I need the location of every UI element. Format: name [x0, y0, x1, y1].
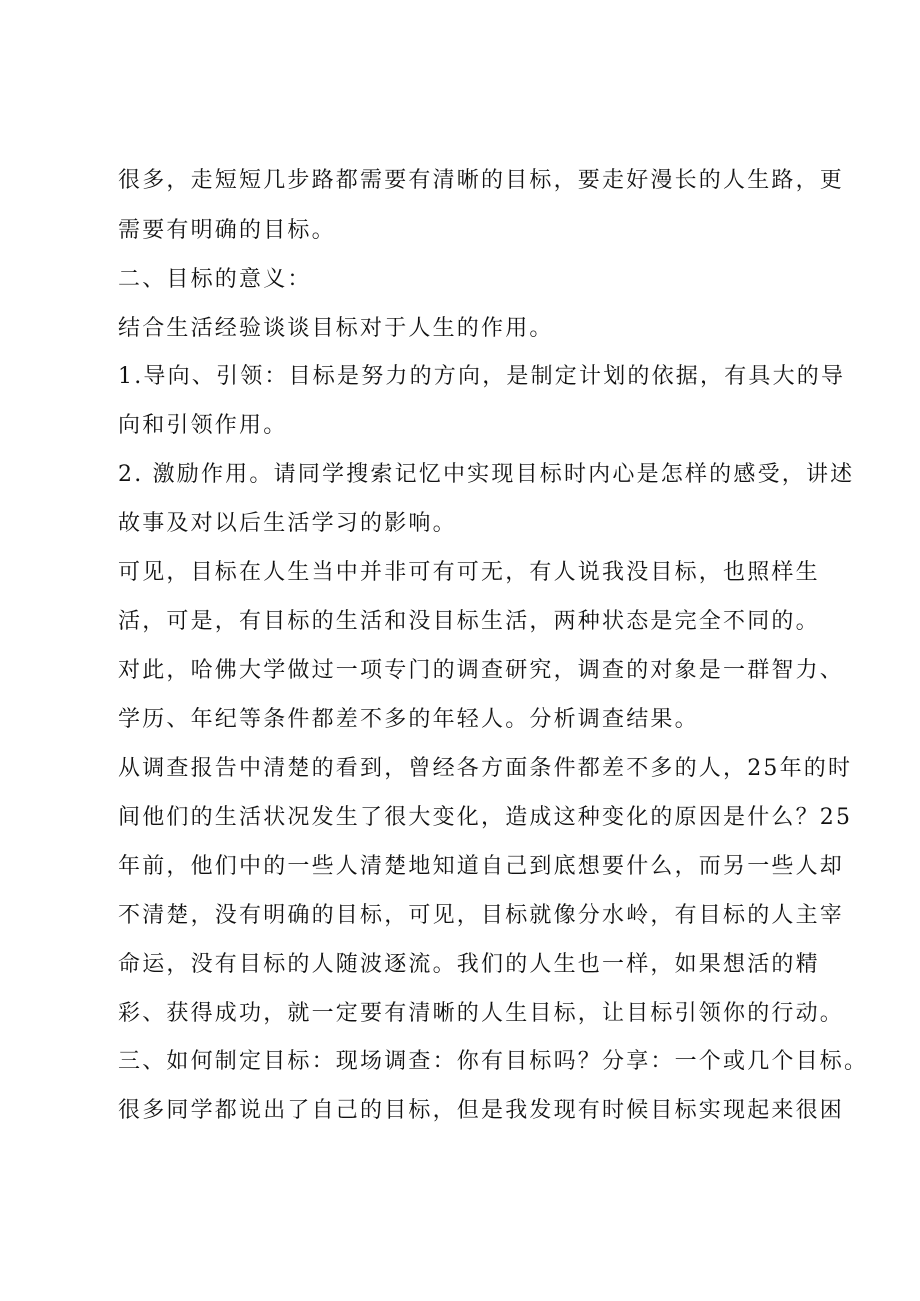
text-line-13: 从调查报告中清楚的看到，曾经各方面条件都差不多的人，25年的时 [118, 756, 853, 781]
text-line-1: 很多，走短短几步路都需要有清晰的目标，要走好漫长的人生路，更 [118, 168, 845, 193]
text-line-16: 不清楚，没有明确的目标，可见，目标就像分水岭，有目标的人主宰 [118, 903, 845, 928]
section-heading-2: 二、目标的意义： [118, 267, 312, 292]
text-line-8: 故事及对以后生活学习的影响。 [118, 511, 457, 536]
text-line-15: 年前，他们中的一些人清楚地知道自己到底想要什么，而另一些人却 [118, 854, 845, 879]
text-line-18: 彩、获得成功，就一定要有清晰的人生目标，让目标引领你的行动。 [118, 1001, 845, 1026]
text-line-10: 活，可是，有目标的生活和没目标生活，两种状态是完全不同的。 [118, 609, 820, 634]
text-line-4: 结合生活经验谈谈目标对于人生的作用。 [118, 316, 554, 341]
text-line-14: 间他们的生活状况发生了很大变化，造成这种变化的原因是什么？25 [118, 805, 853, 830]
section-heading-3: 三、如何制定目标：现场调查：你有目标吗？分享：一个或几个目标。 [118, 1049, 869, 1074]
text-line-17: 命运，没有目标的人随波逐流。我们的人生也一样，如果想活的精 [118, 952, 820, 977]
text-line-9: 可见，目标在人生当中并非可有可无，有人说我没目标，也照样生 [118, 560, 820, 585]
text-line-6: 向和引领作用。 [118, 413, 288, 438]
text-line-5: 1.导向、引领：目标是努力的方向，是制定计划的依据，有具大的导 [118, 364, 846, 389]
text-line-12: 学历、年纪等条件都差不多的年轻人。分析调查结果。 [118, 707, 699, 732]
text-line-20: 很多同学都说出了自己的目标，但是我发现有时候目标实现起来很困 [118, 1098, 845, 1123]
text-line-2: 需要有明确的目标。 [118, 218, 336, 243]
text-line-11: 对此，哈佛大学做过一项专门的调查研究，调查的对象是一群智力、 [118, 658, 845, 683]
text-line-7: 2. 激励作用。请同学搜索记忆中实现目标时内心是怎样的感受，讲述 [118, 462, 855, 487]
